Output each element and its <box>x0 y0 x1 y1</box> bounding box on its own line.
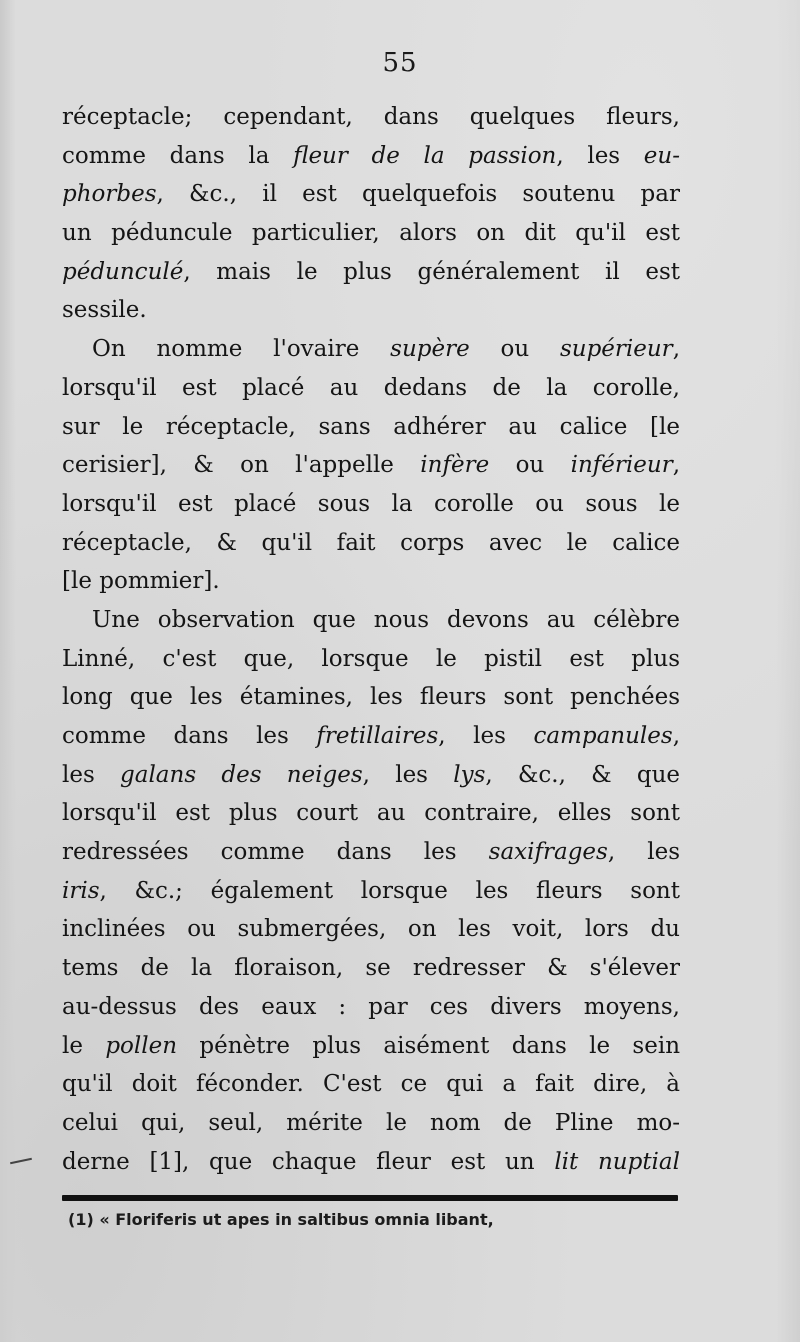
text-line <box>62 756 680 795</box>
text-segment: réceptacle, & qu'il fait corps avec le calice <box>62 529 680 556</box>
text-segment: comme dans les <box>62 723 317 749</box>
text-segment: le <box>62 1032 106 1059</box>
italic-term: supère <box>390 336 470 363</box>
text-segment: Linné, c'est que, lorsque le pistil est plus <box>62 645 680 672</box>
italic-term: saxifrages <box>488 839 608 866</box>
italic-term: campanules <box>533 723 673 749</box>
text-segment: sessile. <box>62 297 147 324</box>
text-segment: sur le réceptacle, sans adhérer au calice [le <box>62 413 680 440</box>
text-line <box>62 330 680 369</box>
text-line <box>62 408 680 447</box>
body-text <box>62 98 680 1181</box>
text-segment: derne [1], que chaque fleur est un <box>62 1148 555 1175</box>
text-segment: On nomme l'ovaire <box>92 336 391 363</box>
italic-term: inférieur <box>570 452 673 479</box>
text-line <box>62 910 680 949</box>
text-segment: au-dessus des eaux : par ces divers moyens, <box>62 993 680 1020</box>
italic-term: lit nuptial <box>554 1148 680 1175</box>
text-line <box>62 98 680 137</box>
text-segment: , mais le plus généralement il est <box>183 258 680 285</box>
text-segment: comme dans la <box>62 142 294 169</box>
margin-mark <box>10 1158 32 1165</box>
text-segment: Une observation que nous devons au célèbre <box>92 606 680 633</box>
italic-term: iris <box>62 877 100 904</box>
italic-term: pollen <box>105 1032 178 1059</box>
italic-term: lys <box>453 761 486 788</box>
text-segment: , <box>672 336 680 363</box>
text-segment: lorsqu'il est placé au dedans de la corolle, <box>62 374 680 401</box>
text-segment: ou <box>469 336 560 363</box>
text-segment: , <box>672 452 680 479</box>
text-line <box>62 949 680 988</box>
text-segment: lorsqu'il est plus court au contraire, elles sont <box>62 800 680 827</box>
text-line <box>62 1104 680 1143</box>
text-line <box>62 137 680 176</box>
text-segment: pénètre plus aisément dans le sein <box>177 1032 681 1059</box>
text-line <box>62 253 680 292</box>
text-segment: lorsqu'il est placé sous la corolle ou sous le <box>62 490 680 517</box>
italic-term: supérieur <box>559 336 673 363</box>
text-segment: , les <box>556 142 644 169</box>
footnote: (1) « Floriferis ut apes in saltibus omnia libant, <box>68 1210 494 1229</box>
text-segment: réceptacle; cependant, dans quelques fleurs, <box>62 104 680 130</box>
italic-term: fleur de la passion <box>293 142 557 169</box>
text-segment: , les <box>438 723 534 749</box>
text-line <box>62 175 680 214</box>
text-segment: un péduncule particulier, alors on dit qu'il est <box>62 220 680 247</box>
text-segment: [le pommier]. <box>62 568 220 595</box>
text-segment: long que les étamines, les fleurs sont penchées <box>62 684 680 711</box>
text-segment: tems de la floraison, se redresser & s'élever <box>62 955 680 982</box>
text-line <box>62 446 680 485</box>
text-segment: , &c., il est quelquefois soutenu par <box>156 181 680 208</box>
text-segment: celui qui, seul, mérite le nom de Pline mo- <box>62 1109 680 1136</box>
text-line <box>62 369 680 408</box>
footnote-rule <box>62 1195 678 1201</box>
italic-term: eu- <box>643 142 680 169</box>
text-segment: redressées comme dans les <box>62 839 489 866</box>
text-line <box>62 601 680 640</box>
italic-term: phorbes <box>62 181 157 208</box>
text-line <box>62 678 680 717</box>
text-segment: qu'il doit féconder. C'est ce qui a fait dire, à <box>62 1071 680 1098</box>
text-line <box>62 1027 680 1066</box>
text-segment: ou <box>489 452 571 479</box>
text-line <box>62 1143 680 1182</box>
text-segment: , <box>672 723 680 749</box>
text-line <box>62 1065 680 1104</box>
italic-term: fretillaires <box>316 723 439 749</box>
text-line <box>62 524 680 563</box>
text-line <box>62 640 680 679</box>
page-number: 55 <box>382 48 418 78</box>
text-line <box>62 833 680 872</box>
text-segment: , les <box>607 839 680 866</box>
text-line <box>62 485 680 524</box>
text-line <box>62 214 680 253</box>
text-line <box>62 562 680 601</box>
italic-term: galans des neiges <box>120 761 363 788</box>
text-line <box>62 717 680 756</box>
text-segment: , &c.; également lorsque les fleurs sont <box>99 877 680 904</box>
text-segment: inclinées ou submergées, on les voit, lors du <box>62 916 680 943</box>
italic-term: pédunculé <box>62 258 184 285</box>
text-segment: , les <box>362 761 454 788</box>
text-line <box>62 988 680 1027</box>
text-segment: , &c., & que <box>485 761 680 788</box>
text-segment: cerisier], & on l'appelle <box>62 452 421 479</box>
italic-term: infère <box>420 452 490 479</box>
text-line <box>62 794 680 833</box>
text-line <box>62 291 680 330</box>
text-segment: les <box>62 761 121 788</box>
text-line <box>62 872 680 911</box>
